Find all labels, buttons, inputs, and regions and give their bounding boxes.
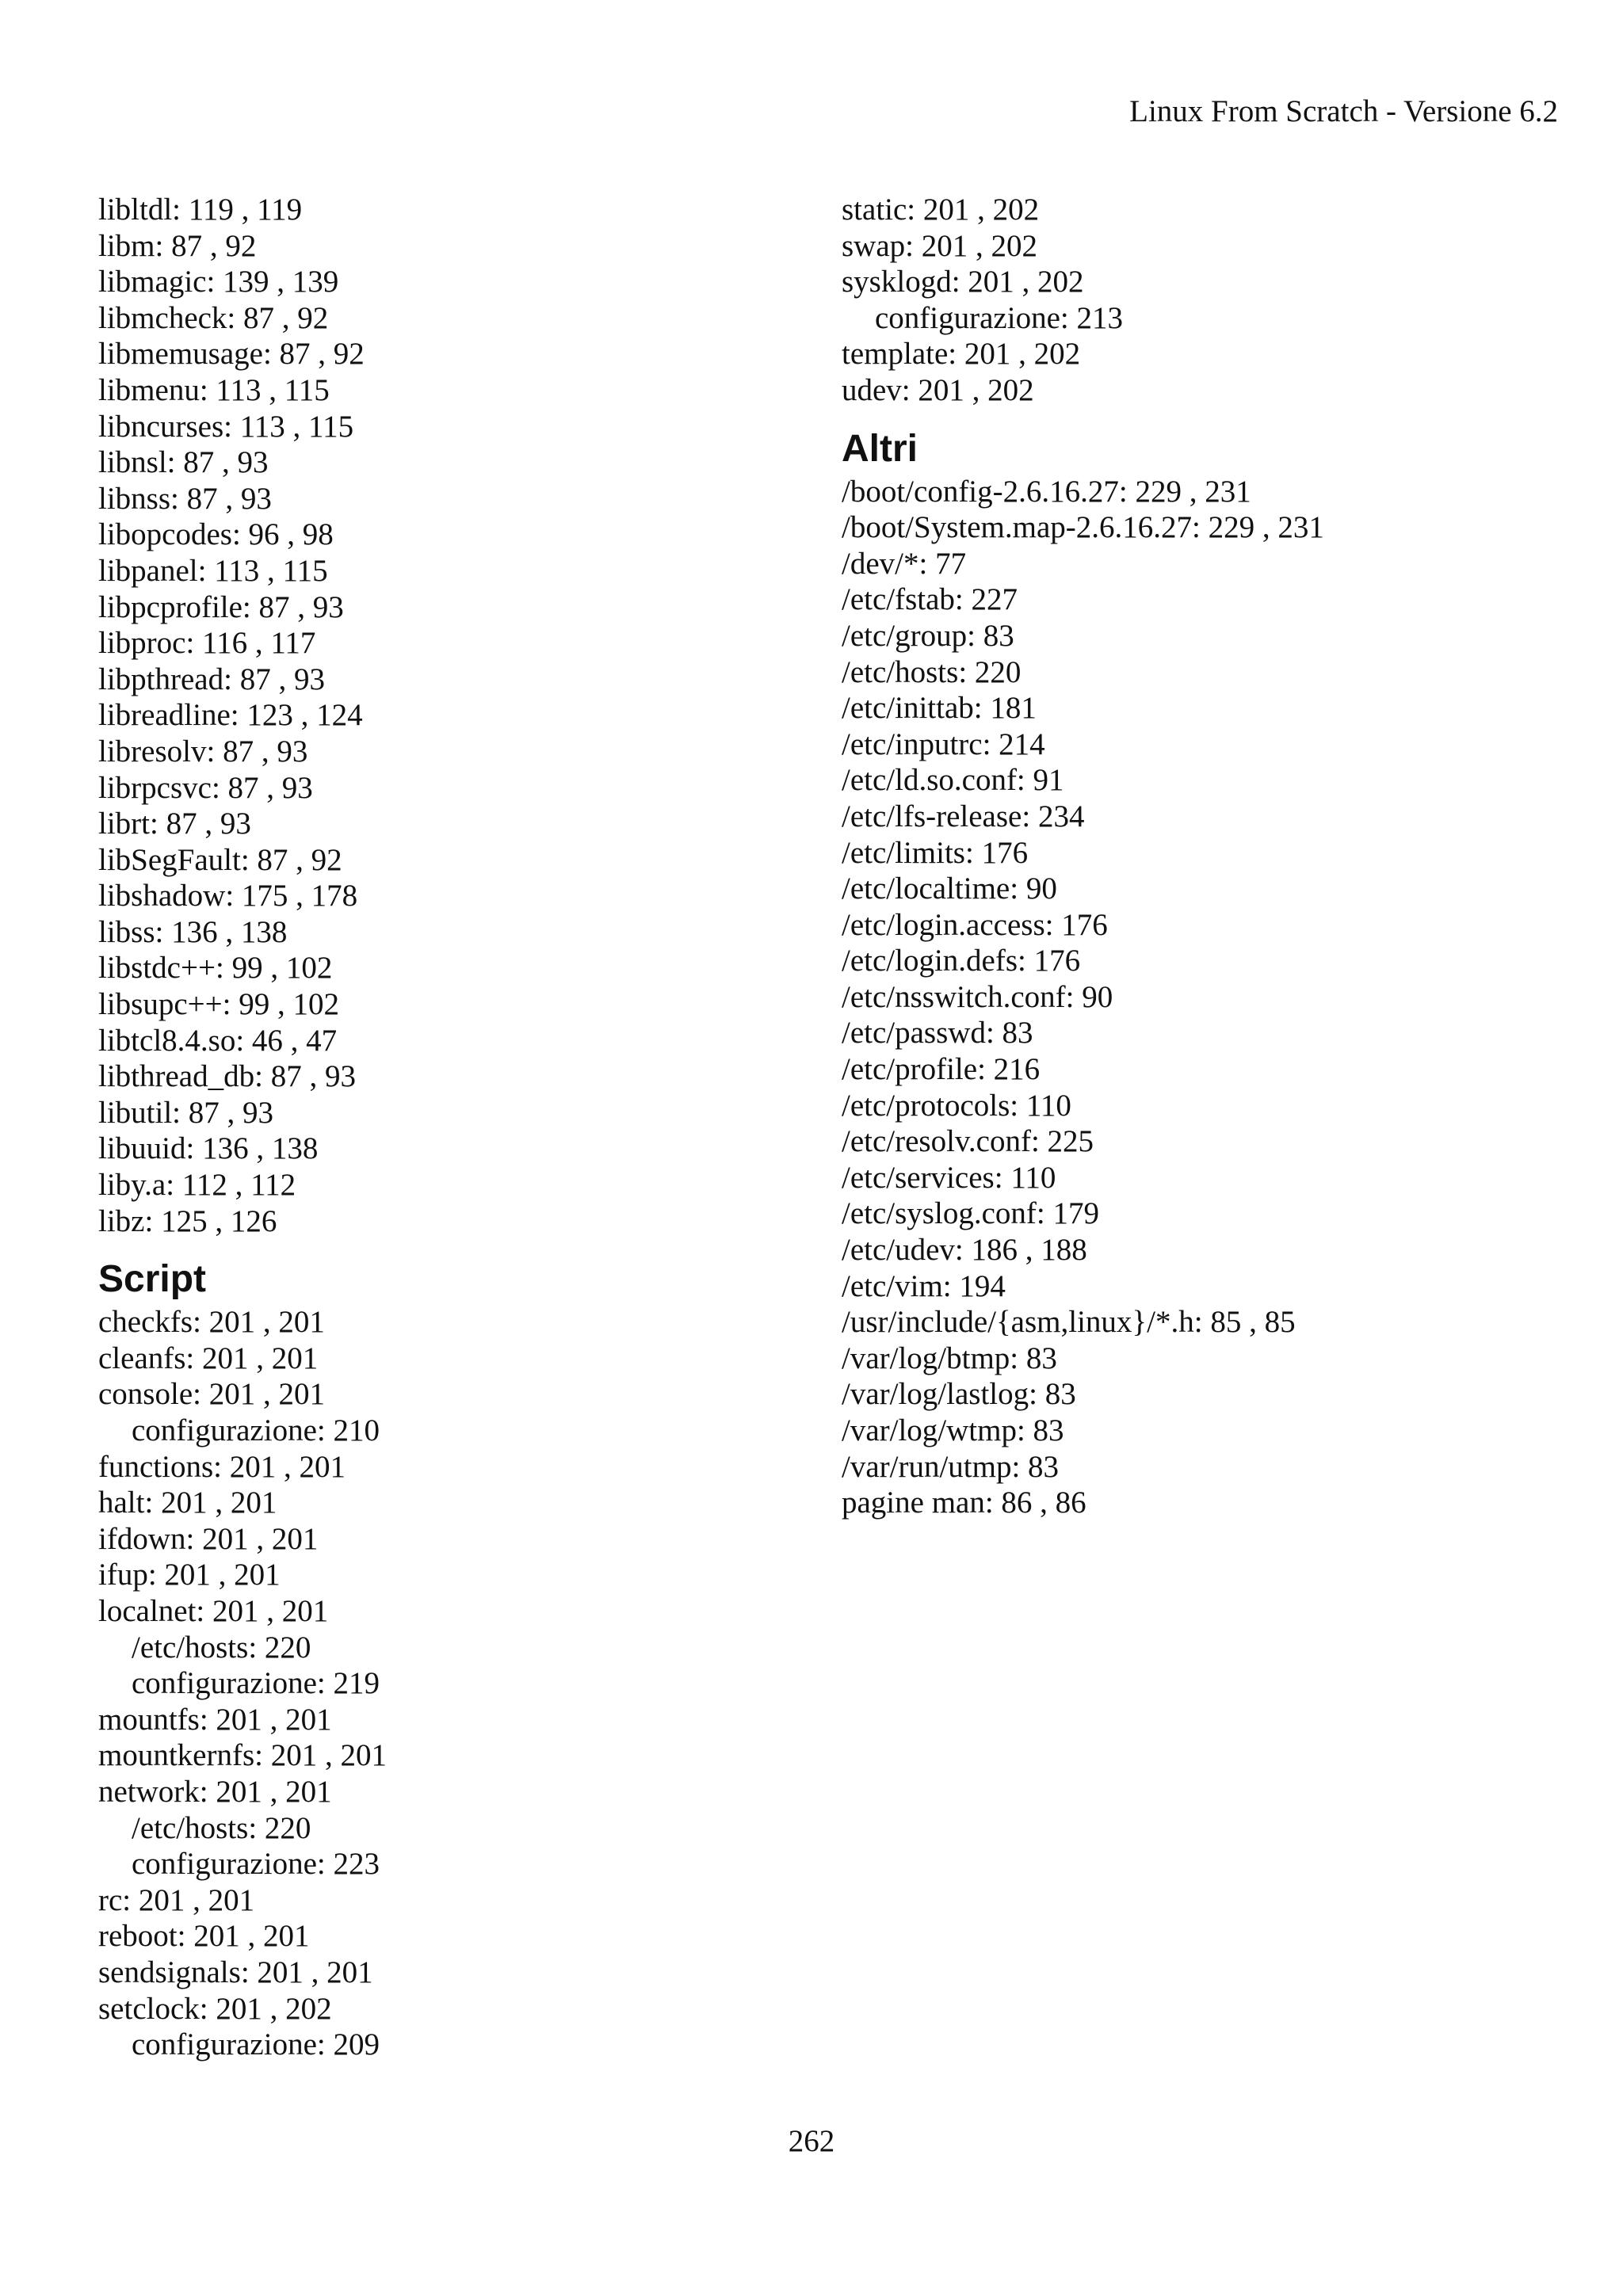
index-entry: libz: 125 , 126 [98,1203,277,1238]
index-entry: /etc/login.access: 176 [842,907,1108,942]
index-subentry: configurazione: 209 [132,2027,380,2062]
index-entry: /var/log/wtmp: 83 [842,1413,1064,1447]
index-subentry: configurazione: 219 [132,1666,380,1701]
index-entry: functions: 201 , 201 [98,1449,346,1484]
index-entry: udev: 201 , 202 [842,372,1034,407]
index-entry: pagine man: 86 , 86 [842,1486,1086,1520]
index-entry: libmagic: 139 , 139 [98,265,339,299]
index-entry: /boot/config-2.6.16.27: 229 , 231 [842,474,1251,509]
index-column-right [842,192,1539,1521]
index-entry: /etc/ld.so.conf: 91 [842,763,1064,798]
index-entry: /etc/hosts: 220 [842,654,1022,689]
script-index-list-continued [842,192,1539,409]
index-entry: localnet: 201 , 201 [98,1593,329,1628]
index-entry: libnsl: 87 , 93 [98,445,269,480]
index-entry: /var/log/lastlog: 83 [842,1377,1076,1412]
index-subentry: /etc/hosts: 220 [132,1810,311,1845]
index-entry: /etc/protocols: 110 [842,1088,1071,1123]
index-entry: libopcodes: 96 , 98 [98,517,334,552]
index-entry: /etc/services: 110 [842,1160,1056,1195]
index-entry: sysklogd: 201 , 202 [842,265,1084,299]
index-entry: /etc/profile: 216 [842,1052,1041,1087]
index-entry: mountfs: 201 , 201 [98,1702,332,1737]
index-entry: /etc/passwd: 83 [842,1016,1033,1051]
index-entry: ifup: 201 , 201 [98,1558,281,1592]
page-number: 262 [788,2124,835,2158]
section-heading-script: Script [98,1258,207,1301]
index-entry: librt: 87 , 93 [98,807,251,841]
index-entry: libthread_db: 87 , 93 [98,1059,356,1094]
index-entry: libmenu: 113 , 115 [98,372,330,407]
index-entry: sendsignals: 201 , 201 [98,1955,373,1989]
index-entry: /var/log/btmp: 83 [842,1341,1057,1375]
index-entry: /usr/include/{asm,linux}/*.h: 85 , 85 [842,1305,1296,1340]
index-entry: libmcheck: 87 , 92 [98,300,329,335]
index-entry: libmemusage: 87 , 92 [98,337,365,372]
index-entry: /etc/inputrc: 214 [842,727,1045,761]
index-entry: /etc/vim: 194 [842,1268,1006,1303]
index-entry: halt: 201 , 201 [98,1486,277,1520]
index-entry: /etc/localtime: 90 [842,871,1057,906]
index-entry: /etc/udev: 186 , 188 [842,1233,1087,1268]
index-entry: libss: 136 , 138 [98,914,288,949]
index-entry: libstdc++: 99 , 102 [98,951,333,986]
index-entry: libproc: 116 , 117 [98,626,316,661]
index-entry: /etc/group: 83 [842,618,1014,653]
index-entry: libpthread: 87 , 93 [98,662,325,696]
index-subentry: configurazione: 223 [132,1847,380,1882]
index-entry: libsupc++: 99 , 102 [98,987,339,1022]
index-column-left [98,192,796,2063]
index-subentry: /etc/hosts: 220 [132,1630,311,1665]
index-entry: swap: 201 , 202 [842,228,1037,263]
index-subentry: configurazione: 210 [132,1413,380,1447]
index-entry: reboot: 201 , 201 [98,1919,310,1954]
script-index-list [98,1304,796,2062]
index-entry: /var/run/utmp: 83 [842,1449,1060,1484]
altri-index-list [842,474,1539,1521]
index-entry: liby.a: 112 , 112 [98,1168,296,1203]
index-entry: console: 201 , 201 [98,1377,325,1412]
section-heading-altri: Altri [842,427,918,470]
index-entry: ifdown: 201 , 201 [98,1521,319,1556]
index-entry: /dev/*: 77 [842,546,967,581]
index-entry: /etc/syslog.conf: 179 [842,1196,1099,1231]
index-entry: template: 201 , 202 [842,337,1081,372]
index-entry: rc: 201 , 201 [98,1882,255,1917]
index-entry: libshadow: 175 , 178 [98,879,358,913]
index-entry: libtcl8.4.so: 46 , 47 [98,1023,338,1058]
index-entry: /etc/resolv.conf: 225 [842,1124,1094,1159]
index-entry: libltdl: 119 , 119 [98,193,303,227]
index-entry: /boot/System.map-2.6.16.27: 229 , 231 [842,510,1324,545]
index-entry: libnss: 87 , 93 [98,481,272,516]
index-entry: libpcprofile: 87 , 93 [98,589,344,624]
index-entry: /etc/login.defs: 176 [842,944,1081,978]
index-entry: cleanfs: 201 , 201 [98,1341,319,1375]
index-entry: libuuid: 136 , 138 [98,1131,319,1166]
running-header: Linux From Scratch - Versione 6.2 [1129,94,1558,128]
library-index-list [98,192,796,1239]
index-entry: checkfs: 201 , 201 [98,1305,325,1340]
index-entry: /etc/nsswitch.conf: 90 [842,979,1113,1014]
index-entry: static: 201 , 202 [842,193,1040,227]
index-entry: libncurses: 113 , 115 [98,409,354,444]
index-entry: libm: 87 , 92 [98,228,257,263]
index-entry: mountkernfs: 201 , 201 [98,1738,387,1773]
index-entry: libutil: 87 , 93 [98,1095,274,1130]
index-subentry: configurazione: 213 [875,300,1123,335]
index-entry: /etc/fstab: 227 [842,582,1018,617]
index-entry: libpanel: 113 , 115 [98,553,328,588]
index-entry: librpcsvc: 87 , 93 [98,770,313,805]
index-entry: /etc/lfs-release: 234 [842,799,1085,833]
index-entry: setclock: 201 , 202 [98,1991,332,2026]
index-entry: network: 201 , 201 [98,1774,332,1809]
index-entry: libSegFault: 87 , 92 [98,842,342,877]
index-entry: /etc/limits: 176 [842,835,1029,870]
index-entry: libreadline: 123 , 124 [98,698,363,733]
index-entry: libresolv: 87 , 93 [98,734,308,769]
index-entry: /etc/inittab: 181 [842,691,1037,726]
